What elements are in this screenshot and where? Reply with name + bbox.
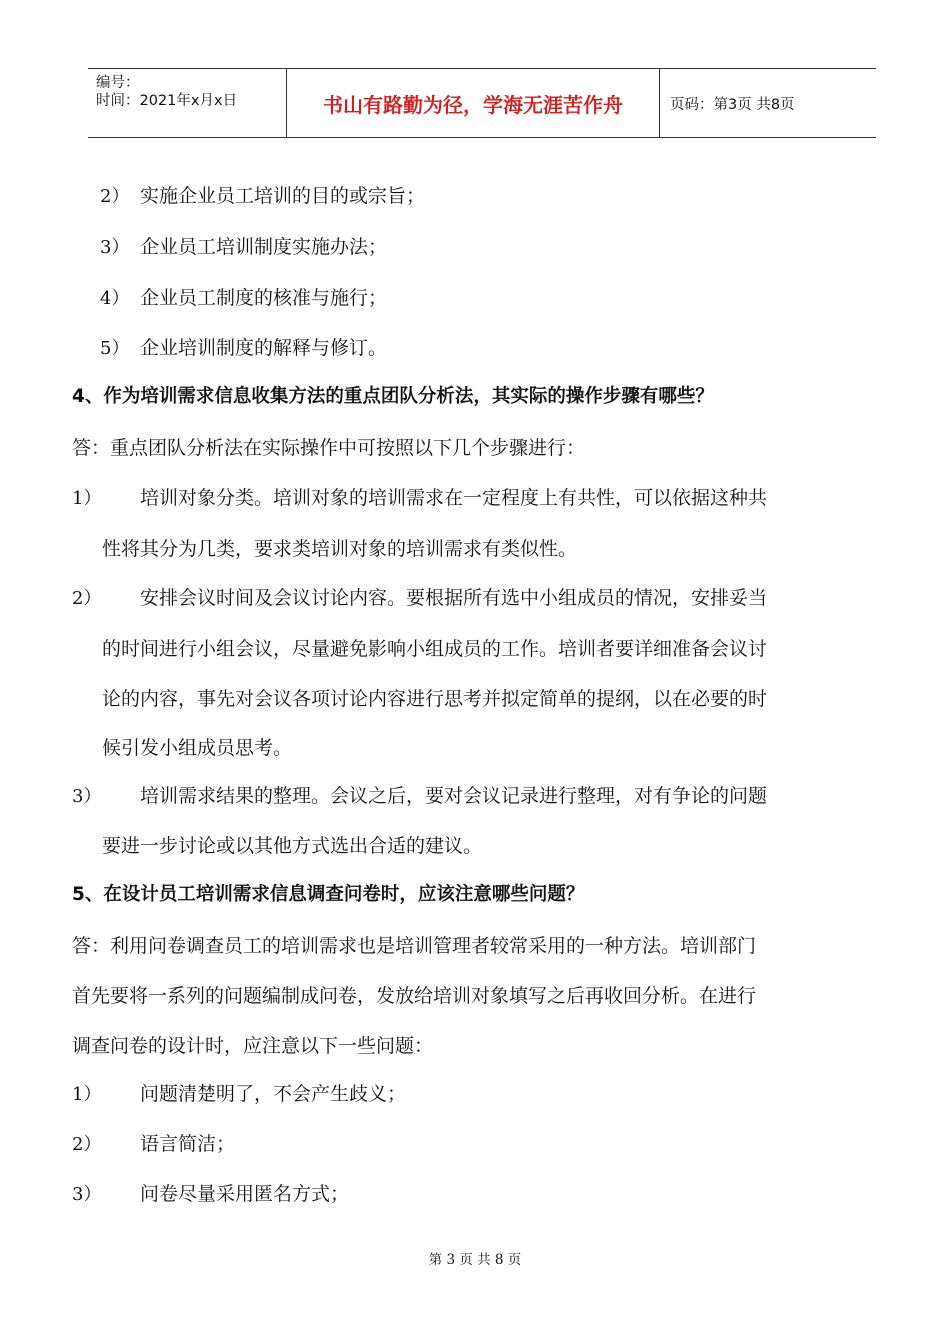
answer-line: 答：利用问卷调查员工的培训需求也是培训管理者较常采用的一种方法。培训部门 bbox=[72, 935, 757, 957]
page-header bbox=[88, 68, 876, 138]
list-item-number: 2） bbox=[100, 186, 130, 207]
step-text-line: 培训需求结果的整理。会议之后，要对会议记录进行整理，对有争论的问题 bbox=[140, 785, 768, 807]
step-text-line: 性将其分为几类，要求类培训对象的培训需求有类似性。 bbox=[102, 538, 578, 560]
list-item: 问题清楚明了，不会产生歧义； bbox=[140, 1083, 407, 1105]
list-item-number: 1） bbox=[72, 1084, 102, 1105]
list-item-number: 3） bbox=[72, 1184, 102, 1205]
question-heading: 4、作为培训需求信息收集方法的重点团队分析法，其实际的操作步骤有哪些？ bbox=[72, 386, 714, 407]
list-item-number: 5） bbox=[100, 338, 130, 359]
header-motto: 书山有路勤为径，学海无涯苦作舟 bbox=[287, 69, 660, 137]
list-item: 实施企业员工培训的目的或宗旨； bbox=[140, 185, 426, 207]
page-footer: 第 3 页 共 8 页 bbox=[428, 1252, 522, 1268]
list-item: 问卷尽量采用匿名方式； bbox=[140, 1183, 350, 1205]
question-heading: 5、在设计员工培训需求信息调查问卷时，应该注意哪些问题？ bbox=[72, 884, 585, 905]
step-text-line: 要进一步讨论或以其他方式选出合适的建议。 bbox=[102, 835, 483, 857]
header-meta bbox=[88, 69, 287, 137]
step-number: 3） bbox=[72, 786, 102, 807]
answer-line: 调查问卷的设计时，应注意以下一些问题： bbox=[72, 1035, 434, 1057]
step-text-line: 安排会议时间及会议讨论内容。要根据所有选中小组成员的情况，安排妥当 bbox=[140, 587, 768, 609]
list-item: 企业员工培训制度实施办法； bbox=[140, 236, 388, 258]
list-item: 企业员工制度的核准与施行； bbox=[140, 287, 388, 309]
answer-line: 首先要将一系列的问题编制成问卷，发放给培训对象填写之后再收回分析。在进行 bbox=[72, 985, 757, 1007]
answer-intro: 答：重点团队分析法在实际操作中可按照以下几个步骤进行： bbox=[72, 437, 586, 459]
step-text-line: 的时间进行小组会议，尽量避免影响小组成员的工作。培训者要详细准备会议讨 bbox=[102, 638, 768, 660]
list-item-number: 3） bbox=[100, 237, 130, 258]
list-item: 企业培训制度的解释与修订。 bbox=[140, 337, 388, 359]
list-item-number: 4） bbox=[100, 288, 130, 309]
list-item-number: 2） bbox=[72, 1134, 102, 1155]
step-text-line: 培训对象分类。培训对象的培训需求在一定程度上有共性，可以依据这种共 bbox=[140, 487, 768, 509]
step-number: 1） bbox=[72, 488, 102, 509]
number-label: 编号： bbox=[96, 75, 140, 91]
step-text-line: 论的内容，事先对会议各项讨论内容进行思考并拟定简单的提纲，以在必要的时 bbox=[102, 688, 768, 710]
header-page-info: 页码：第3页 共8页 bbox=[670, 96, 795, 113]
step-number: 2） bbox=[72, 588, 102, 609]
time-label: 时间：2021年x月x日 bbox=[96, 93, 238, 109]
step-text-line: 候引发小组成员思考。 bbox=[102, 737, 293, 759]
list-item: 语言简洁； bbox=[140, 1133, 236, 1155]
